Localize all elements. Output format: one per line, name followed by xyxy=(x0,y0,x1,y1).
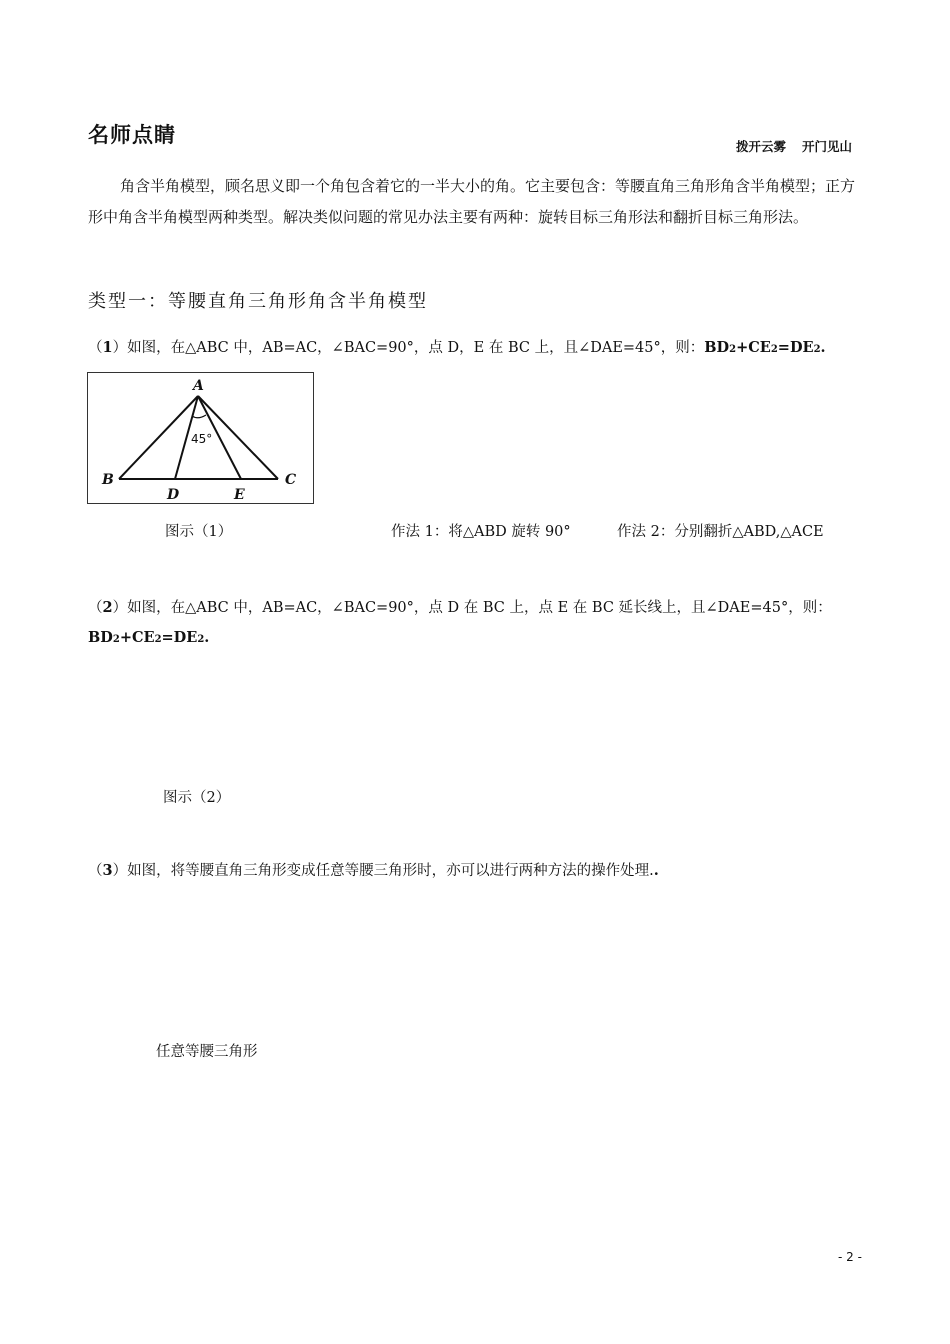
item-3-number: 3 xyxy=(102,862,113,879)
header-slogan xyxy=(736,137,852,155)
item-3-text: ）如图，将等腰直角三角形变成任意等腰三角形时，亦可以进行两种方法的操作处理. xyxy=(112,863,654,879)
label-a: A xyxy=(193,378,204,394)
type-heading: 类型一：等腰直角三角形角含半角模型 xyxy=(88,291,428,312)
slogan-part-2: 开门见山 xyxy=(802,139,853,154)
label-d: D xyxy=(167,487,180,503)
item-1-text: ）如图，在△ABC 中，AB=AC，∠BAC=90°，点 D，E 在 BC 上，且∠DAE=45°，则： xyxy=(112,340,705,356)
item-1-formula: BD2+CE2=DE2. xyxy=(704,339,826,356)
figure-3-caption: 任意等腰三角形 xyxy=(156,1044,258,1060)
item-3: （3）如图，将等腰直角三角形变成任意等腰三角形时，亦可以进行两种方法的操作处理.. xyxy=(88,862,659,879)
item-1-number: 1 xyxy=(102,339,113,356)
item-1: （1）如图，在△ABC 中，AB=AC，∠BAC=90°，点 D，E 在 BC 上，且∠DAE=45°，则：BD2+CE2=DE2. xyxy=(88,339,826,356)
item-2-number: 2 xyxy=(102,599,113,616)
method-1-caption: 作法 1：将△ABD 旋转 90° xyxy=(391,524,571,540)
angle-arc xyxy=(192,415,206,418)
section-title: 名师点睛 xyxy=(88,123,176,147)
slogan-part-1: 拨开云雾 xyxy=(736,139,787,154)
item-2-formula: BD2+CE2=DE2. xyxy=(88,629,210,646)
angle-label: 45° xyxy=(191,432,213,446)
page-number: - 2 - xyxy=(838,1250,862,1264)
label-e: E xyxy=(234,487,245,503)
item-2-text: ）如图，在△ABC 中，AB=AC，∠BAC=90°，点 D 在 BC 上，点 E 在 BC 延长线上，且∠DAE=45°，则： xyxy=(112,600,832,616)
method-2-caption: 作法 2：分别翻折△ABD,△ACE xyxy=(617,524,824,540)
label-c: C xyxy=(285,472,297,488)
item-2: （2）如图，在△ABC 中，AB=AC，∠BAC=90°，点 D 在 BC 上，点 E 在 BC 延长线上，且∠DAE=45°，则：BD2+CE2=DE2. xyxy=(88,599,832,646)
figure-2-caption: 图示（2） xyxy=(163,790,231,806)
item-3-tail: . xyxy=(653,862,659,879)
figure-1-caption: 图示（1） xyxy=(165,524,233,540)
intro-paragraph: 角含半角模型，顾名思义即一个角包含着它的一半大小的角。它主要包含：等腰直角三角形角含半角模型；正方形中角含半角模型两种类型。解决类似问题的常见办法主要有两种：旋转目标三角形法和翻折目标三角形法。 xyxy=(88,177,856,226)
triangle-diagram xyxy=(88,373,315,505)
label-b: B xyxy=(102,472,114,488)
figure-1-triangle xyxy=(87,372,314,504)
